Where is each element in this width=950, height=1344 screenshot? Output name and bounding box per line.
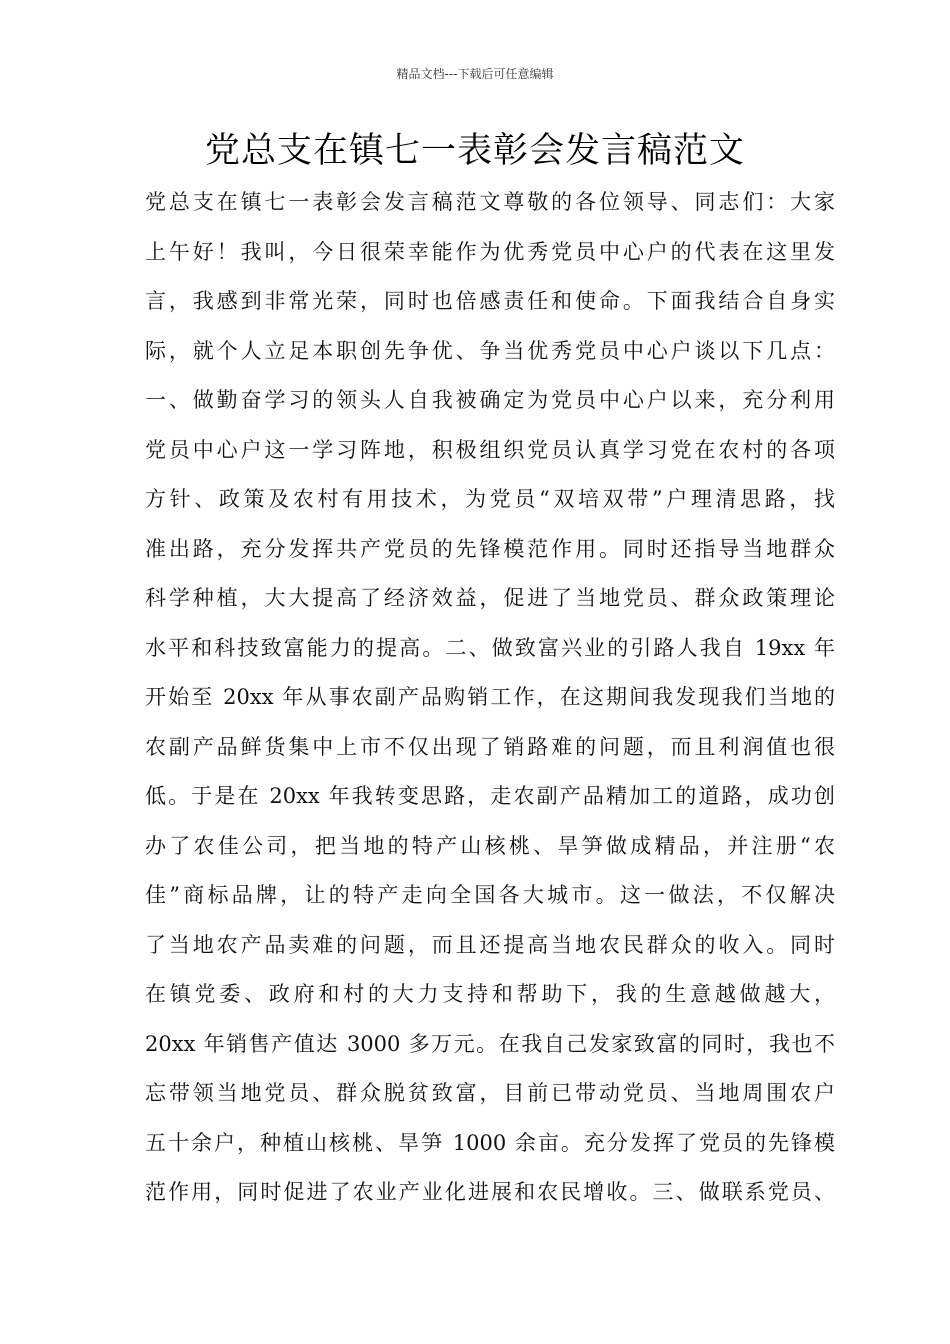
body-line: 20xx 年销售产值达 3000 多万元。在我自己发家致富的同时，我也不 (145, 1031, 835, 1056)
body-line: 范作用，同时促进了农业产业化进展和农民增收。三、做联系党员、 (145, 1180, 835, 1204)
body-line: 水平和科技致富能力的提高。二、做致富兴业的引路人我自 19xx 年 (145, 635, 835, 660)
body-line: 农副产品鲜货集中上市不仅出现了销路难的问题，而且利润值也很 (145, 734, 835, 759)
body-line: 开始至 20xx 年从事农副产品购销工作，在这期间我发现我们当地的 (145, 685, 835, 709)
body-line: 佳”商标品牌，让的特产走向全国各大城市。这一做法，不仅解决 (145, 883, 835, 907)
document-body (145, 178, 835, 1218)
body-line: 五十余户，种植山核桃、旱笋 1000 余亩。充分发挥了党员的先锋模 (145, 1130, 835, 1155)
body-line: 准出路，充分发挥共产党员的先锋模范作用。同时还指导当地群众 (145, 536, 835, 561)
body-line: 忘带领当地党员、群众脱贫致富，目前已带动党员、当地周围农户 (145, 1081, 835, 1105)
body-line: 党员中心户这一学习阵地，积极组织党员认真学习党在农村的各项 (145, 437, 835, 462)
body-line: 方针、政策及农村有用技术，为党员“双培双带”户理清思路，找 (145, 487, 835, 511)
document-title: 党总支在镇七一表彰会发言稿范文 (204, 131, 745, 171)
body-line: 际，就个人立足本职创先争优、争当优秀党员中心户谈以下几点： (145, 338, 835, 363)
body-line: 办了农佳公司，把当地的特产山核桃、旱笋做成精品，并注册“农 (145, 833, 835, 858)
body-line: 言，我感到非常光荣，同时也倍感责任和使命。下面我结合自身实 (145, 289, 835, 313)
body-line: 上午好！我叫，今日很荣幸能作为优秀党员中心户的代表在这里发 (145, 239, 835, 264)
body-line: 低。于是在 20xx 年我转变思路，走农副产品精加工的道路，成功创 (145, 784, 835, 808)
header-note: 精品文档---下载后可任意编辑 (396, 67, 554, 81)
body-line: 一、做勤奋学习的领头人自我被确定为党员中心户以来，充分利用 (145, 388, 835, 412)
body-line: 科学种植，大大提高了经济效益，促进了当地党员、群众政策理论 (145, 586, 835, 610)
body-line: 党总支在镇七一表彰会发言稿范文尊敬的各位领导、同志们：大家 (145, 190, 835, 214)
body-line: 在镇党委、政府和村的大力支持和帮助下，我的生意越做越大， (145, 982, 835, 1006)
body-line: 了当地农产品卖难的问题，而且还提高当地农民群众的收入。同时 (145, 932, 835, 957)
